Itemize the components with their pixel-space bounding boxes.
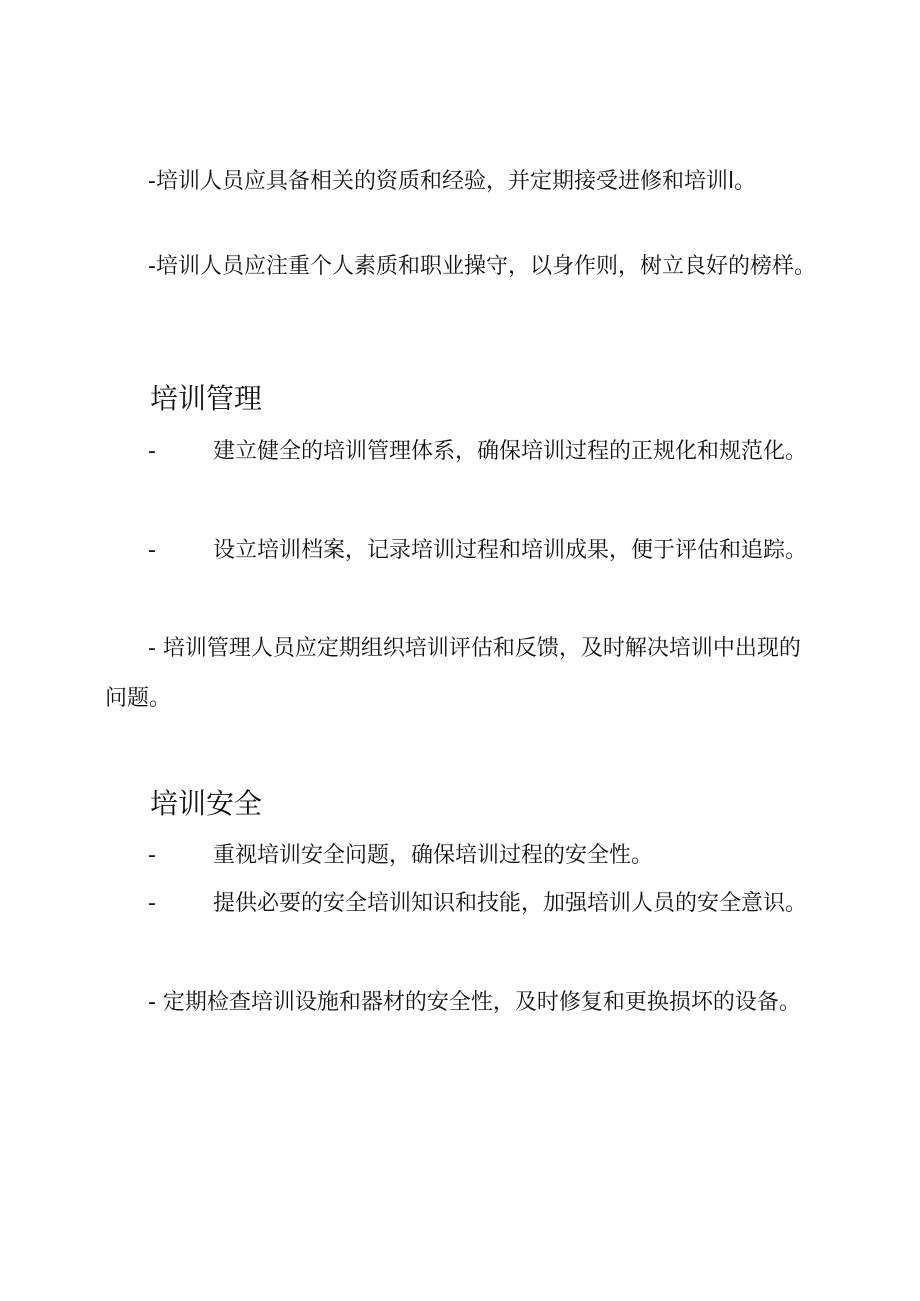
trainer-requirement-2: -培训人员应注重个人素质和职业操守，以身作则，树立良好的榜样。 [148,254,816,279]
safety-item-1-text: 重视培训安全问题，确保培训过程的安全性。 [213,843,654,868]
management-item-3: - 培训管理人员应定期组织培训评估和反馈，及时解决培训中出现的问题。 [105,636,801,711]
safety-item-2 [105,879,817,929]
list-dash: - [148,538,156,563]
safety-item-2-text: 提供必要的安全培训知识和技能，加强培训人员的安全意识。 [213,891,808,916]
trainer-requirement-1: -培训人员应具备相关的资质和经验，并定期接受进修和培训l。 [148,169,757,194]
section-heading-management: 培训管理 [150,382,263,415]
management-item-1-text: 建立健全的培训管理体系，确保培训过程的正规化和规范化。 [213,439,808,464]
management-item-2-text: 设立培训档案，记录培训过程和培训成果，便于评估和追踪。 [213,538,808,563]
safety-item-1 [148,831,653,881]
list-dash: - [148,439,156,464]
list-dash: - [148,891,156,916]
management-item-1 [105,427,817,477]
management-item-2 [105,526,817,576]
safety-item-3: - 定期检查培训设施和器材的安全性，及时修复和更换损坏的设备。 [148,990,801,1015]
section-heading-safety: 培训安全 [150,787,263,820]
list-dash: - [148,843,156,868]
